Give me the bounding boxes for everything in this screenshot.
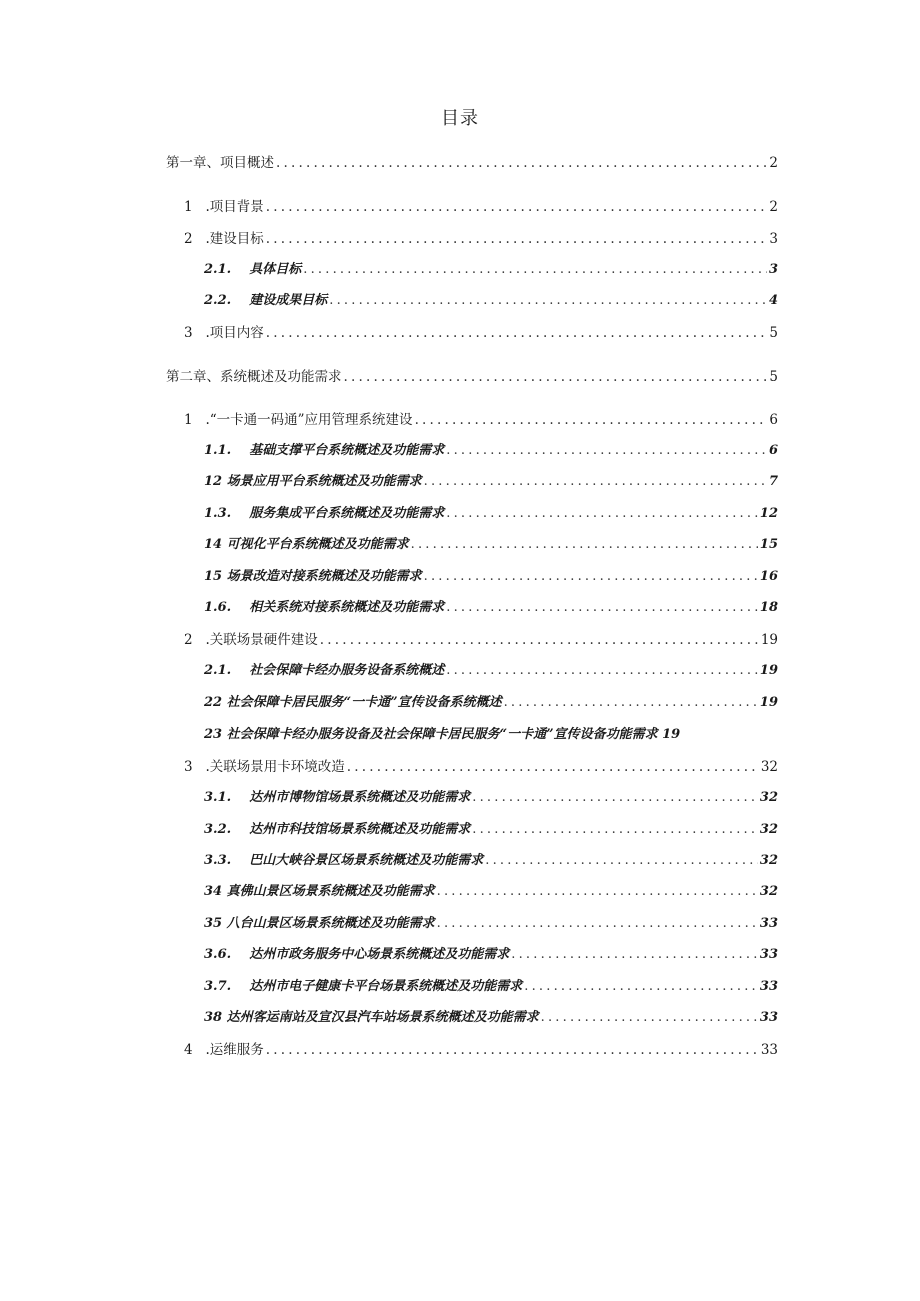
- dot-leader: [266, 229, 768, 249]
- dot-leader: [344, 367, 768, 387]
- toc-entry-label: 14 可视化平台系统概述及功能需求: [204, 537, 409, 552]
- toc-entry-label: 15 场景改造对接系统概述及功能需求: [204, 569, 422, 584]
- toc-entry-label: 2.1. 具体目标: [204, 262, 302, 277]
- toc-entry-label: 第二章、系统概述及功能需求: [166, 369, 342, 385]
- toc-entry[interactable]: [204, 851, 778, 871]
- dot-leader: [524, 977, 758, 997]
- toc-entry-label: 38 达州客运南站及宣汉县汽车站场景系统概述及功能需求: [204, 1010, 539, 1025]
- toc-entry[interactable]: [204, 820, 778, 840]
- toc-entry-page-number: 33: [759, 916, 778, 931]
- toc-entry-label: 2.1. 社会保障卡经办服务设备系统概述: [204, 663, 445, 678]
- toc-entry[interactable]: [204, 472, 778, 492]
- dot-leader: [411, 535, 758, 555]
- toc-entry-page-number: 32: [759, 822, 778, 837]
- dot-leader: [303, 260, 767, 280]
- toc-entry-page-number: 2: [769, 199, 778, 215]
- toc-entry-label: 12 场景应用平台系统概述及功能需求: [204, 474, 422, 489]
- toc-entry-page-number: 12: [759, 506, 778, 521]
- toc-entry-label: 2.2. 建设成果目标: [204, 293, 328, 308]
- toc-entry-page-number: 4: [768, 293, 778, 308]
- toc-entry[interactable]: [184, 323, 778, 343]
- toc-entry[interactable]: [184, 410, 778, 430]
- toc-entry-page-number: 15: [759, 537, 778, 552]
- toc-title: 目录: [441, 108, 479, 129]
- toc-entry-label: 1.3. 服务集成平台系统概述及功能需求: [204, 506, 445, 521]
- toc-entry[interactable]: [204, 945, 778, 965]
- dot-leader: [472, 820, 758, 840]
- toc-entry[interactable]: [204, 441, 778, 461]
- dot-leader: [446, 504, 758, 524]
- toc-entry-label: 3 .项目内容: [184, 325, 264, 341]
- dot-leader: [511, 945, 758, 965]
- toc-entry-page-number: 32: [759, 790, 778, 805]
- toc-entry-page-number: 3: [768, 262, 778, 277]
- toc-entry-page-number: 18: [759, 600, 778, 615]
- toc-entry-page-number: 6: [769, 412, 778, 428]
- toc-entry[interactable]: [166, 153, 778, 173]
- toc-entry-page-number: 33: [759, 947, 778, 962]
- toc-entry-page-number: 5: [769, 325, 778, 341]
- toc-entry[interactable]: [204, 725, 778, 745]
- toc-entry-page-number: 19: [759, 663, 778, 678]
- toc-entry[interactable]: [184, 1040, 778, 1060]
- toc-entry-label: 第一章、项目概述: [166, 155, 274, 171]
- dot-leader: [446, 441, 767, 461]
- toc-entry[interactable]: [204, 291, 778, 311]
- dot-leader: [320, 630, 759, 650]
- toc-entry-label: 2 .关联场景硬件建设: [184, 632, 318, 648]
- toc-entry-label: 1.6. 相关系统对接系统概述及功能需求: [204, 600, 445, 615]
- toc-entry[interactable]: [204, 882, 778, 902]
- dot-leader: [485, 851, 758, 871]
- dot-leader: [266, 1040, 759, 1060]
- toc-entry-label: 3.7. 达州市电子健康卡平台场景系统概述及功能需求: [204, 979, 523, 994]
- toc-entry-page-number: 3: [769, 231, 778, 247]
- dot-leader: [424, 472, 767, 492]
- toc-entry[interactable]: [184, 197, 778, 217]
- toc-entry-page-number: 5: [769, 369, 778, 385]
- toc-entry[interactable]: [184, 630, 778, 650]
- toc-entry[interactable]: [184, 229, 778, 249]
- toc-entry-page-number: 7: [768, 474, 778, 489]
- toc-entry-label: 34 真佛山景区场景系统概述及功能需求: [204, 884, 435, 899]
- toc-entry-page-number: 19: [760, 632, 778, 648]
- toc-entry-label: 4 .运维服务: [184, 1042, 264, 1058]
- toc-entry-label: 3.6. 达州市政务服务中心场景系统概述及功能需求: [204, 947, 510, 962]
- toc-entry-page-number: 16: [759, 569, 778, 584]
- dot-leader: [266, 197, 768, 217]
- toc-entry-page-number: 33: [760, 1042, 778, 1058]
- toc-entry-label: 22 社会保障卡居民服务“一卡通”宣传设备系统概述: [204, 695, 502, 710]
- toc-entry[interactable]: [204, 567, 778, 587]
- toc-entry[interactable]: [204, 504, 778, 524]
- toc-entry[interactable]: [204, 1008, 778, 1028]
- toc-entry[interactable]: [204, 693, 778, 713]
- toc-entry[interactable]: [204, 914, 778, 934]
- toc-entry-page-number: 32: [759, 853, 778, 868]
- toc-entry-page-number: 33: [759, 979, 778, 994]
- toc-entry-label: 35 八台山景区场景系统概述及功能需求: [204, 916, 435, 931]
- dot-leader: [415, 410, 768, 430]
- dot-leader: [472, 788, 758, 808]
- dot-leader: [266, 323, 768, 343]
- toc-entry[interactable]: [204, 977, 778, 997]
- toc-entry-label: 3.3. 巴山大峡谷景区场景系统概述及功能需求: [204, 853, 484, 868]
- toc-entry-label: 3.2. 达州市科技馆场景系统概述及功能需求: [204, 822, 471, 837]
- toc-entry-label: 1 .“一卡通一码通”应用管理系统建设: [184, 412, 413, 428]
- dot-leader: [347, 757, 759, 777]
- dot-leader: [446, 598, 758, 618]
- dot-leader: [504, 693, 758, 713]
- toc-entry[interactable]: [204, 260, 778, 280]
- toc-entry[interactable]: [184, 757, 778, 777]
- toc-entry-page-number: 32: [759, 884, 778, 899]
- toc-entry-page-number: 19: [759, 695, 778, 710]
- dot-leader: [276, 153, 767, 173]
- toc-entry-page-number: 33: [759, 1010, 778, 1025]
- dot-leader: [329, 291, 767, 311]
- toc-entry-page-number: 6: [768, 443, 778, 458]
- toc-entry[interactable]: [204, 788, 778, 808]
- toc-entry-label: 3 .关联场景用卡环境改造: [184, 759, 345, 775]
- toc-entry[interactable]: [204, 661, 778, 681]
- dot-leader: [437, 882, 758, 902]
- toc-entry[interactable]: [204, 598, 778, 618]
- dot-leader: [437, 914, 758, 934]
- toc-entry-page-number: 2: [769, 155, 778, 171]
- toc-entry-label: 3.1. 达州市博物馆场景系统概述及功能需求: [204, 790, 471, 805]
- dot-leader: [424, 567, 758, 587]
- toc-entry-label: 2 .建设目标: [184, 231, 264, 247]
- toc-entry[interactable]: [166, 367, 778, 387]
- dot-leader: [541, 1008, 758, 1028]
- toc-entry-label: 1 .项目背景: [184, 199, 264, 215]
- toc-entry-page-number: 32: [760, 759, 778, 775]
- toc-entry[interactable]: [204, 535, 778, 555]
- toc-entry-label: 1.1. 基础支撑平台系统概述及功能需求: [204, 443, 445, 458]
- dot-leader: [446, 661, 758, 681]
- toc-entry-label: 23 社会保障卡经办服务设备及社会保障卡居民服务“一卡通”宣传设备功能需求 19: [204, 727, 681, 742]
